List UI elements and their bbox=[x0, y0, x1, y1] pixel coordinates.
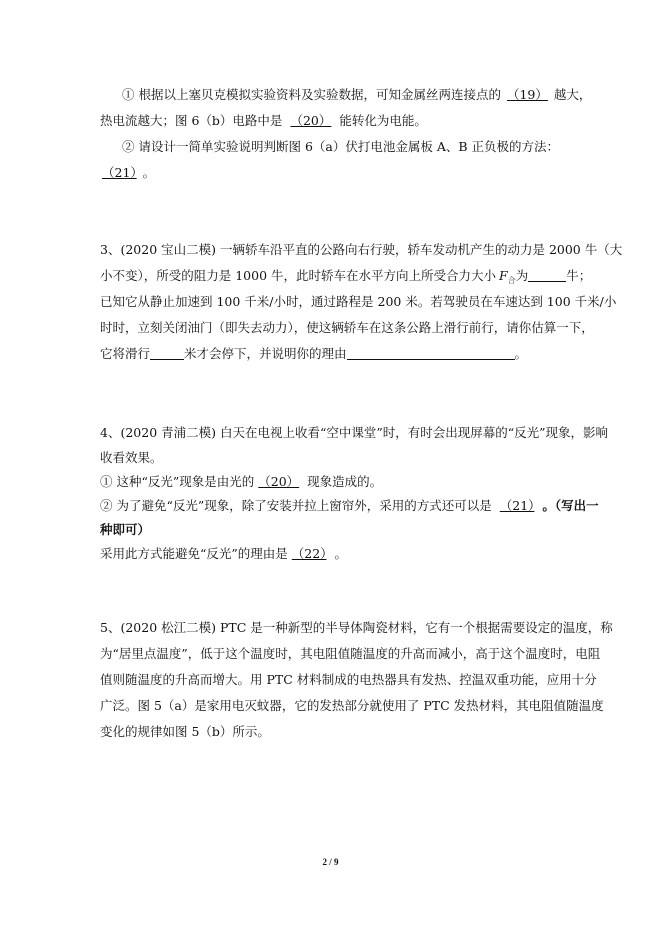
q3-blank-distance bbox=[150, 345, 184, 360]
q3-line5: 它将滑行 米才会停下，并说明你的理由 。 bbox=[100, 346, 528, 361]
q5-line1: 5、(2020 松江二模) PTC 是一种新型的半导体陶瓷材料，它有一个根据需要设定的温度，称 bbox=[100, 620, 613, 635]
q4-line1: 4、(2020 青浦二模) 白天在电视上收看“空中课堂”时，有时会出现屏幕的“反光”现象，影响 bbox=[100, 425, 609, 440]
q3-line3: 已知它从静止加速到 100 千米/小时，通过路程是 200 米。若驾驶员在车速达到 100 千米/小 bbox=[100, 294, 617, 309]
question-5 bbox=[100, 615, 613, 745]
q5-line2: 为“居里点温度”，低于这个温度时，其电阻值随温度的升高而减小，高于这个温度时，电阻 bbox=[100, 646, 601, 661]
page-number: 2 / 9 bbox=[322, 857, 339, 867]
q2-item2-line2: （21） 。 bbox=[102, 165, 156, 180]
question-4 bbox=[100, 420, 609, 566]
q5-line3: 值则随温度的升高而增大。用 PTC 材料制成的电热器具有发热、控温双重功能，应用十分 bbox=[100, 672, 597, 687]
q5-line4: 广泛。图 5（a）是家用电灭蚊器，它的发热部分就使用了 PTC 发热材料，其电阻值随温度 bbox=[100, 698, 604, 713]
q3-blank-net-force bbox=[528, 267, 566, 282]
blank-19: （19） bbox=[506, 87, 548, 102]
question-2-continued bbox=[100, 82, 592, 186]
q3-line2: 小不变），所受的阻力是 1000 牛，此时轿车在水平方向上所受合力大小 $F_合$为 牛； bbox=[100, 268, 592, 285]
q2-item2-line1: ② 请设计一简单实验说明判断图 6（a）伏打电池金属板 A、B 正负极的方法： bbox=[122, 139, 560, 154]
q4-line5: 采用此方式能避免“反光”的理由是 （22） 。 bbox=[100, 546, 347, 561]
question-3 bbox=[100, 237, 623, 367]
q4-line2: 收看效果。 bbox=[100, 450, 163, 465]
q4-blank-22: （22） bbox=[291, 546, 327, 561]
blank-21: （21） bbox=[102, 165, 137, 180]
q2-item1-line1: ① 根据以上塞贝克模拟实验资料及实验数据，可知金属丝两连接点的 （19） 越大， bbox=[122, 87, 592, 102]
q3-blank-reason bbox=[347, 345, 515, 360]
q3-line1: 3、(2020 宝山二模) 一辆轿车沿平直的公路向右行驶，轿车发动机产生的动力是 2000 牛（大 bbox=[100, 242, 623, 257]
q2-item1-line2: 热电流越大；图 6（b）电路中是 （20） 能转化为电能。 bbox=[100, 113, 427, 128]
q5-line5: 变化的规律如图 5（b）所示。 bbox=[100, 724, 270, 739]
blank-20: （20） bbox=[290, 113, 332, 128]
q4-item1: ① 这种“反光”现象是由光的 （20） 现象造成的。 bbox=[100, 474, 383, 489]
q4-item2-line2: 种即可） bbox=[100, 522, 151, 537]
q4-blank-20: （20） bbox=[258, 474, 300, 489]
q3-line4: 时时，立刻关闭油门（即失去动力），使这辆轿车在这条公路上滑行前行，请你估算一下， bbox=[100, 320, 594, 335]
q4-blank-21: （21） bbox=[499, 498, 535, 513]
q4-item2: ② 为了避免“反光”现象，除了安装并拉上窗帘外，采用的方式还可以是 （21） 。（写出一 bbox=[100, 498, 599, 513]
